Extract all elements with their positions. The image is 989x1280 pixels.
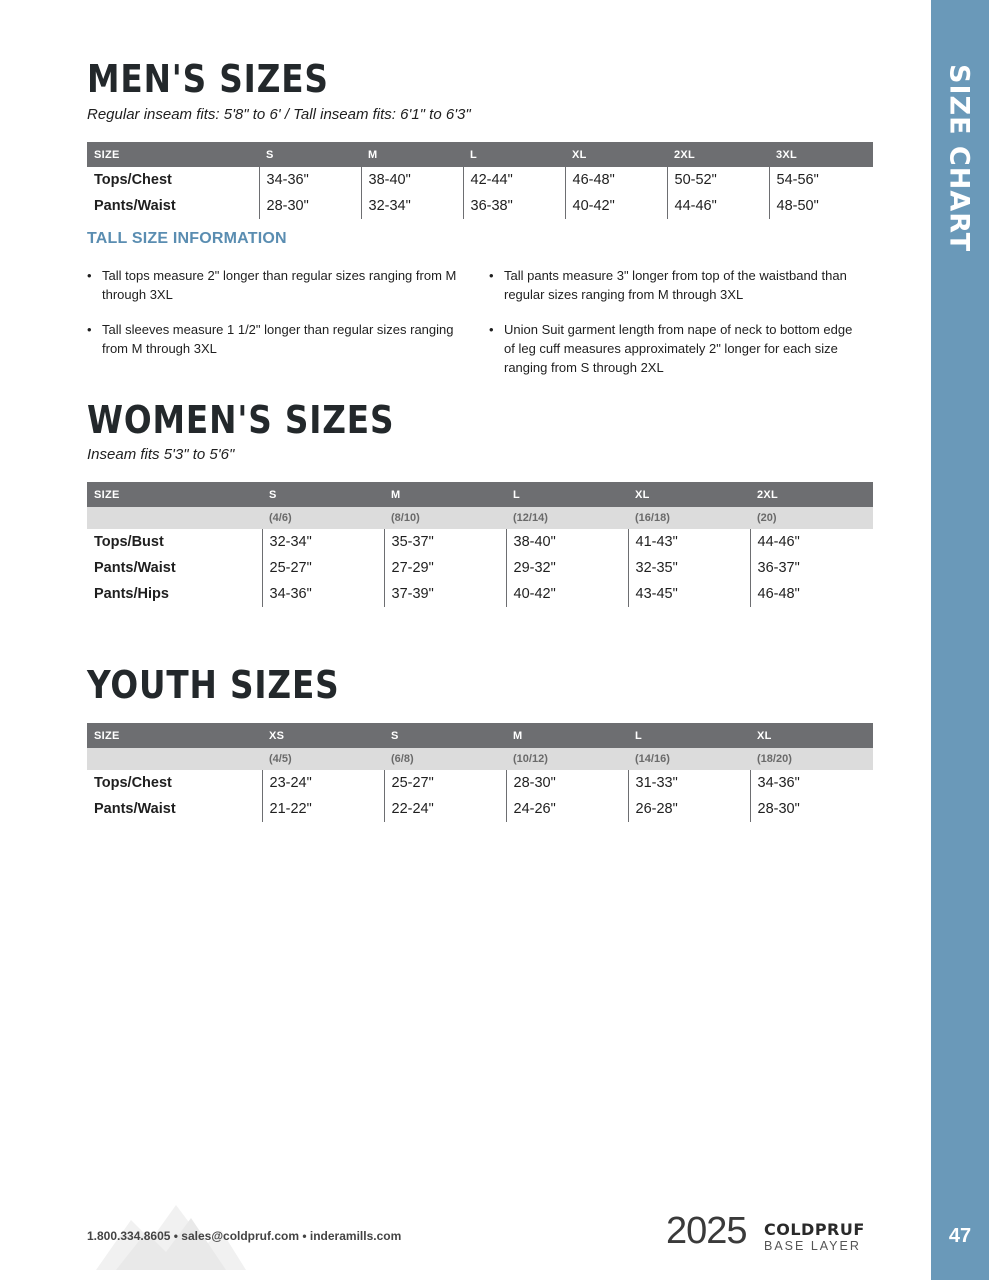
table-cell: 42-44" xyxy=(463,167,565,193)
table-cell: 40-42" xyxy=(565,193,667,219)
header-cell: L xyxy=(628,723,750,748)
table-cell: 36-37" xyxy=(750,555,873,581)
youth-sizes-title: YOUTH SIZES xyxy=(87,663,340,707)
header-cell: M xyxy=(361,142,463,167)
header-cell: S xyxy=(262,482,384,507)
table-cell: 29-32" xyxy=(506,555,628,581)
bullet-icon: • xyxy=(489,268,494,283)
mens-sizes-title: MEN'S SIZES xyxy=(87,57,329,101)
header-cell: XL xyxy=(628,482,750,507)
row-label: Pants/Waist xyxy=(94,801,176,817)
header-cell: XL xyxy=(565,142,667,167)
numeric-size-cell: (10/12) xyxy=(506,748,628,770)
table-cell: 32-34" xyxy=(262,529,384,555)
list-item xyxy=(489,266,859,304)
table-cell: 48-50" xyxy=(769,193,873,219)
table-cell: 54-56" xyxy=(769,167,873,193)
empty-cell xyxy=(87,748,262,770)
table-row xyxy=(87,796,873,822)
header-cell: 2XL xyxy=(667,142,769,167)
footer-contact: 1.800.334.8605 • sales@coldpruf.com • inderamills.com xyxy=(87,1229,402,1243)
table-cell: 22-24" xyxy=(384,796,506,822)
bullet-text: Tall pants measure 3" longer from top of the waistband than regular sizes ranging from M through 3XL xyxy=(504,268,847,302)
table-cell: 50-52" xyxy=(667,167,769,193)
numeric-size-cell: (6/8) xyxy=(384,748,506,770)
page-number: 47 xyxy=(948,1225,972,1247)
header-cell: XL xyxy=(750,723,873,748)
catalog-year: 2025 xyxy=(666,1210,747,1252)
numeric-size-cell: (14/16) xyxy=(628,748,750,770)
youth-size-table xyxy=(87,723,873,822)
mens-size-table xyxy=(87,142,873,219)
table-header-row xyxy=(87,723,873,748)
table-cell: 38-40" xyxy=(361,167,463,193)
table-cell: 46-48" xyxy=(750,581,873,607)
numeric-size-cell: (12/14) xyxy=(506,507,628,529)
table-cell: 32-34" xyxy=(361,193,463,219)
numeric-size-row xyxy=(87,507,873,529)
table-cell: 21-22" xyxy=(262,796,384,822)
numeric-size-cell: (8/10) xyxy=(384,507,506,529)
header-cell: L xyxy=(506,482,628,507)
header-cell: SIZE xyxy=(87,723,262,748)
list-item xyxy=(87,266,457,304)
table-cell: 34-36" xyxy=(262,581,384,607)
mens-subtitle: Regular inseam fits: 5'8" to 6' / Tall inseam fits: 6'1" to 6'3" xyxy=(87,106,471,123)
table-cell: 24-26" xyxy=(506,796,628,822)
table-cell: 28-30" xyxy=(750,796,873,822)
bullet-icon: • xyxy=(87,322,92,337)
numeric-size-cell: (18/20) xyxy=(750,748,873,770)
table-row xyxy=(87,193,873,219)
numeric-size-cell: (16/18) xyxy=(628,507,750,529)
table-row xyxy=(87,555,873,581)
row-label: Tops/Chest xyxy=(94,172,172,188)
table-cell: 36-38" xyxy=(463,193,565,219)
bullet-text: Tall sleeves measure 1 1/2" longer than regular sizes ranging from M through 3XL xyxy=(102,322,454,356)
bullet-icon: • xyxy=(87,268,92,283)
header-cell: L xyxy=(463,142,565,167)
row-label: Pants/Hips xyxy=(94,586,169,602)
table-row xyxy=(87,167,873,193)
header-cell: M xyxy=(506,723,628,748)
bullet-icon: • xyxy=(489,322,494,337)
numeric-size-cell: (4/5) xyxy=(262,748,384,770)
table-cell: 26-28" xyxy=(628,796,750,822)
table-cell: 27-29" xyxy=(384,555,506,581)
brand-tagline: BASE LAYER xyxy=(764,1239,861,1253)
header-cell: SIZE xyxy=(87,482,262,507)
header-cell: 3XL xyxy=(769,142,873,167)
row-label: Pants/Waist xyxy=(94,198,176,214)
table-cell: 44-46" xyxy=(667,193,769,219)
table-cell: 28-30" xyxy=(259,193,361,219)
header-cell: S xyxy=(384,723,506,748)
table-header-row xyxy=(87,482,873,507)
table-cell: 31-33" xyxy=(628,770,750,796)
table-cell: 37-39" xyxy=(384,581,506,607)
bullet-text: Tall tops measure 2" longer than regular sizes ranging from M through 3XL xyxy=(102,268,457,302)
table-cell: 25-27" xyxy=(384,770,506,796)
table-cell: 40-42" xyxy=(506,581,628,607)
table-cell: 38-40" xyxy=(506,529,628,555)
header-cell: M xyxy=(384,482,506,507)
table-cell: 32-35" xyxy=(628,555,750,581)
table-cell: 34-36" xyxy=(750,770,873,796)
header-cell: 2XL xyxy=(750,482,873,507)
womens-subtitle: Inseam fits 5'3" to 5'6" xyxy=(87,446,235,463)
empty-cell xyxy=(87,507,262,529)
sidebar-title: SIZE CHART xyxy=(943,64,975,253)
womens-sizes-title: WOMEN'S SIZES xyxy=(87,398,395,442)
brand-logo-text: COLDPRUF xyxy=(764,1220,865,1239)
header-cell: S xyxy=(259,142,361,167)
table-cell: 34-36" xyxy=(259,167,361,193)
tall-size-info-title: TALL SIZE INFORMATION xyxy=(87,230,287,247)
table-cell: 23-24" xyxy=(262,770,384,796)
table-cell: 28-30" xyxy=(506,770,628,796)
table-cell: 43-45" xyxy=(628,581,750,607)
table-cell: 46-48" xyxy=(565,167,667,193)
bullet-text: Union Suit garment length from nape of neck to bottom edge of leg cuff measures approximately 2" longer for each size ranging from S through 2XL xyxy=(504,322,853,375)
numeric-size-row xyxy=(87,748,873,770)
table-row xyxy=(87,770,873,796)
table-cell: 41-43" xyxy=(628,529,750,555)
row-label: Pants/Waist xyxy=(94,560,176,576)
numeric-size-cell: (4/6) xyxy=(262,507,384,529)
table-header-row xyxy=(87,142,873,167)
numeric-size-cell: (20) xyxy=(750,507,873,529)
table-cell: 35-37" xyxy=(384,529,506,555)
womens-size-table xyxy=(87,482,873,607)
row-label: Tops/Bust xyxy=(94,534,164,550)
header-cell: SIZE xyxy=(87,142,259,167)
table-row xyxy=(87,529,873,555)
table-cell: 25-27" xyxy=(262,555,384,581)
table-row xyxy=(87,581,873,607)
header-cell: XS xyxy=(262,723,384,748)
list-item xyxy=(87,320,457,358)
table-cell: 44-46" xyxy=(750,529,873,555)
list-item xyxy=(489,320,859,377)
row-label: Tops/Chest xyxy=(94,775,172,791)
